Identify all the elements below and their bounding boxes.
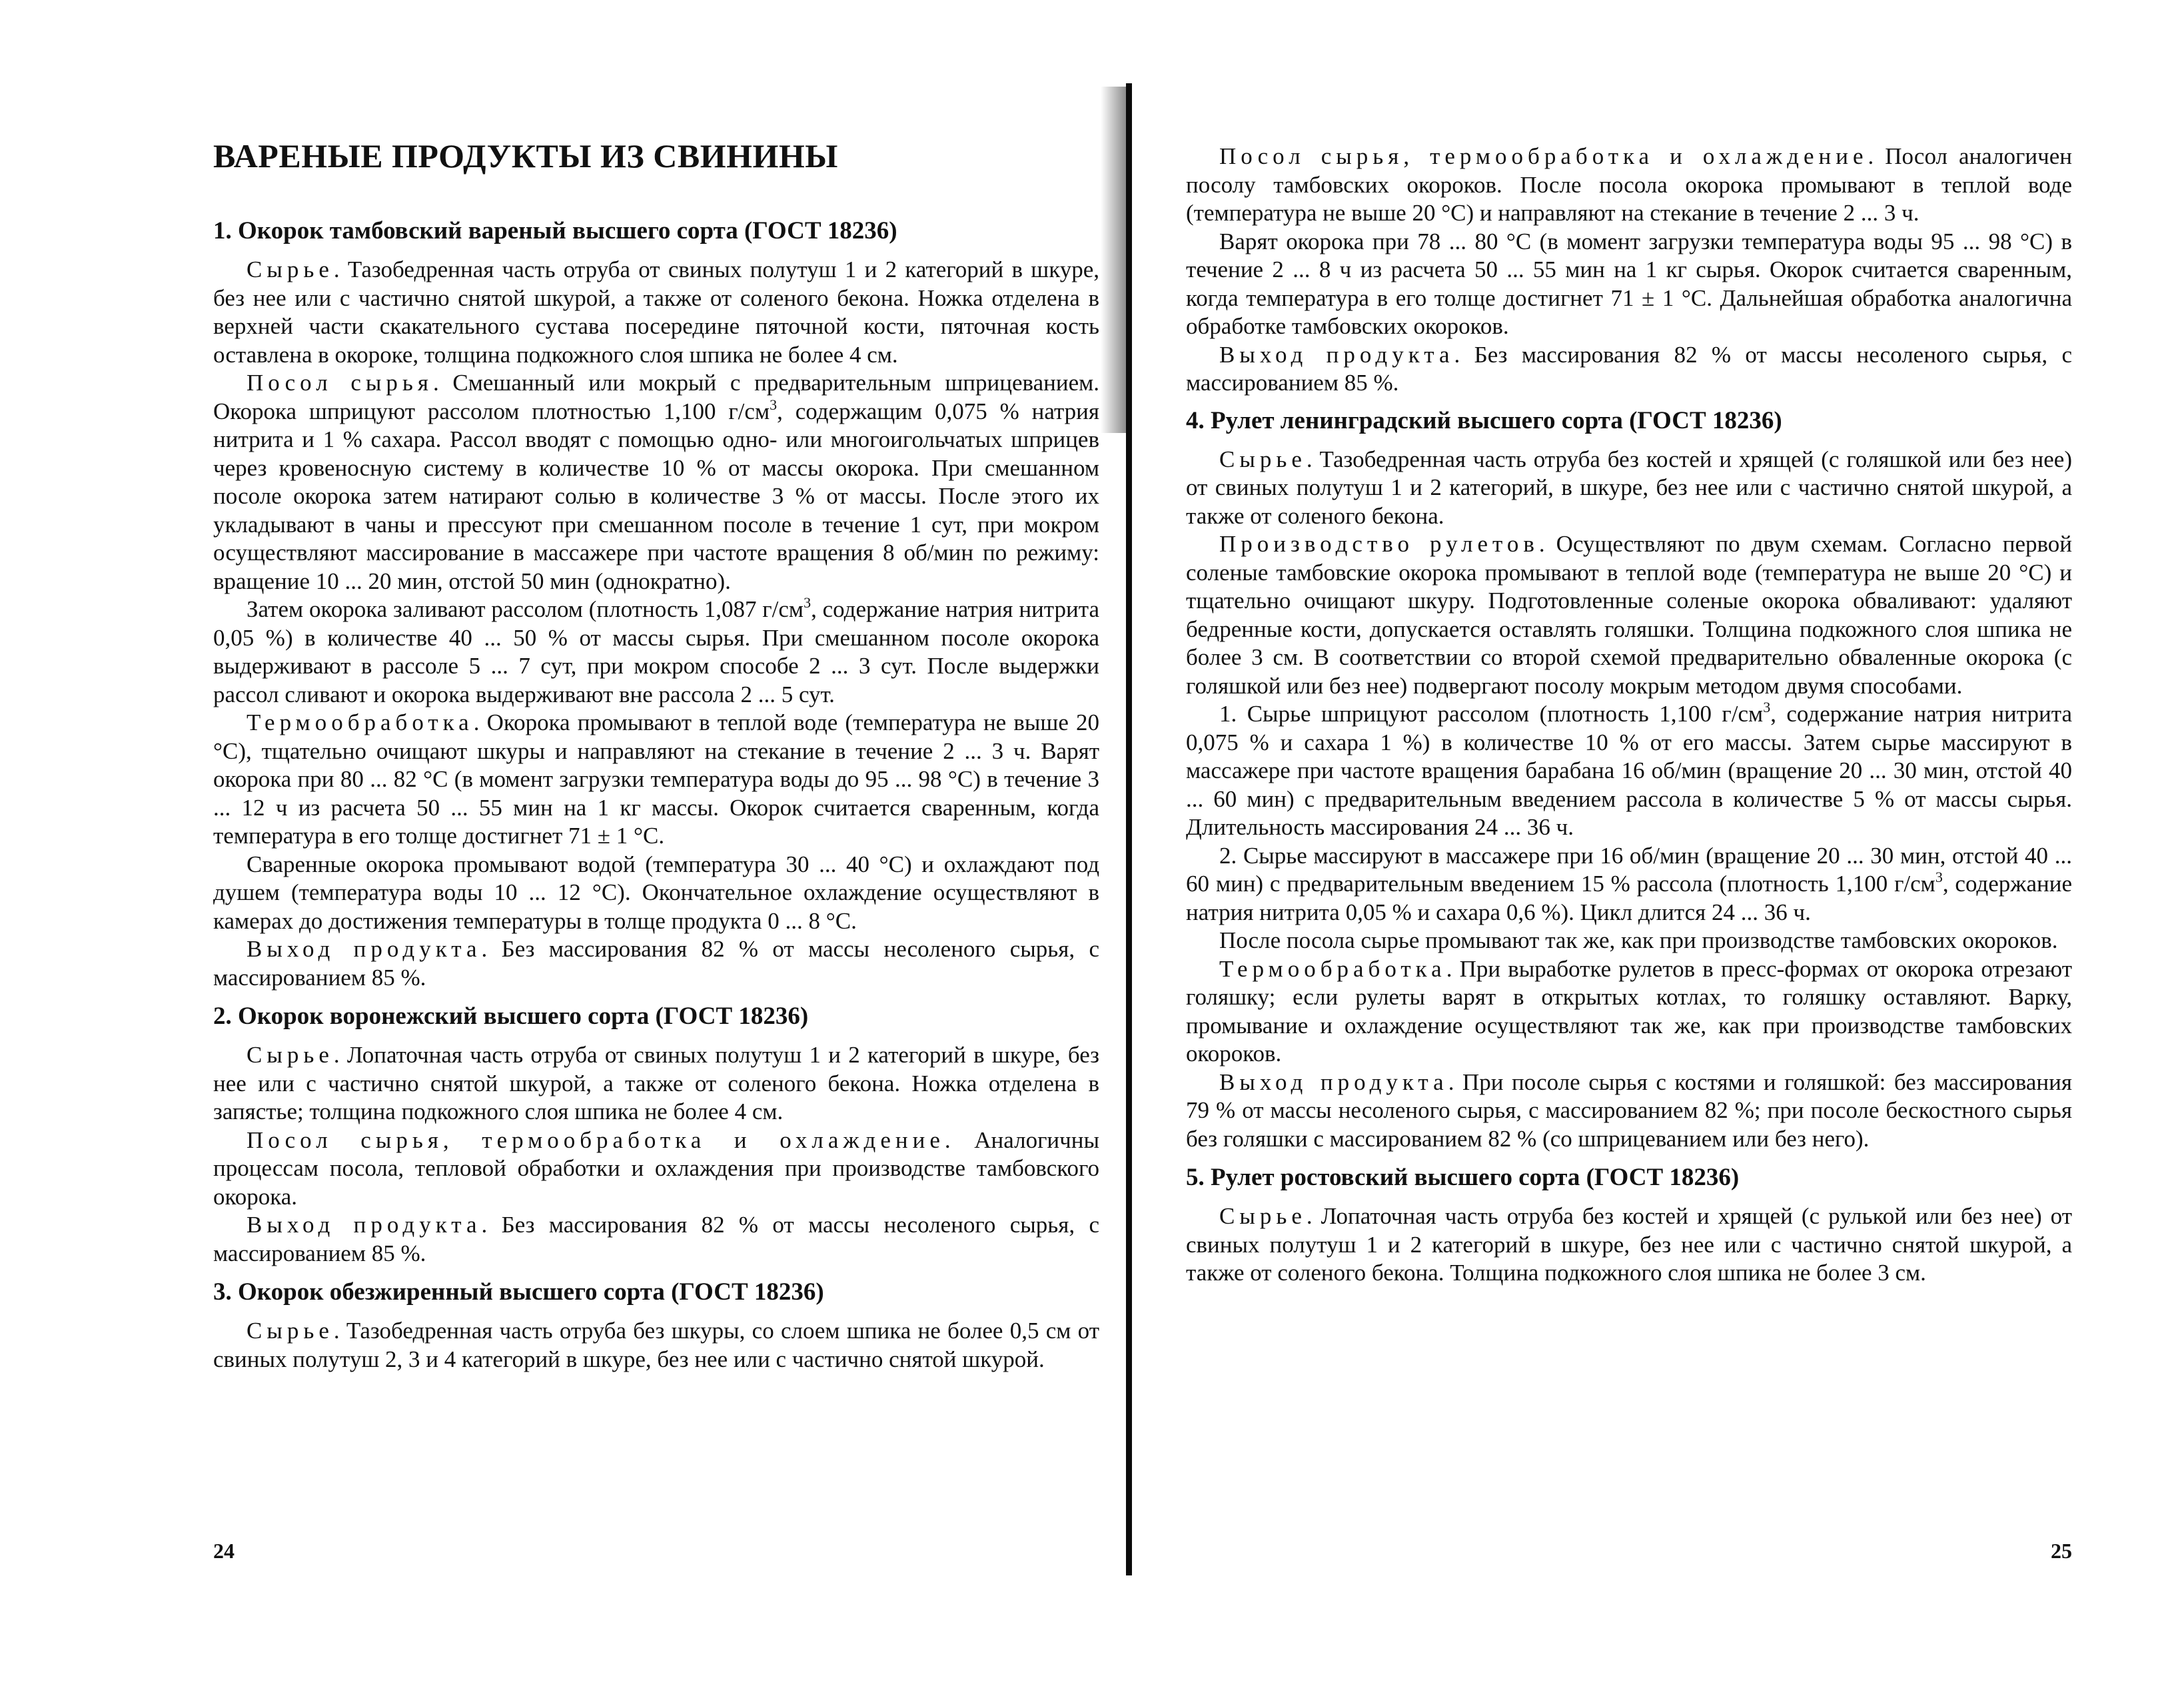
run-in-label: Сырье [1219, 1203, 1307, 1229]
page-number: 25 [2051, 1539, 2072, 1563]
section-heading-3: 3. Окорок обезжиренный высшего сорта (ГОСТ 18236) [213, 1278, 824, 1306]
paragraph: Производство рулетов. Осуществляют по двум схемам. Согласно первой соленые тамбовские окорока промывают в теплой воде (температура не выше 20 °С) и тщательно очищают шкуру. Подготовленные соленые окорока обваливают: удаляют бедренные кости, допускается оставлять голяшки. Толщина подкожного слоя шпика не более 3 см. В соответствии со второй схемой предварительно обваленные окорока (с голяшкой или без нее) подвергают посолу мокрым методом двумя способами. [1186, 531, 2072, 699]
page-title: ВАРЕНЫЕ ПРОДУКТЫ ИЗ СВИНИНЫ [213, 137, 838, 175]
run-in-label: Сырье [247, 256, 334, 282]
paragraph: Посол сырья, термообработка и охлаждение. Аналогичны процессам посола, тепловой обработки и охлаждения при производстве тамбовского окорока. [213, 1126, 1099, 1210]
paragraph: 1. Сырье шприцуют рассолом (плотность 1,100 $г/см^3$, содержание натрия нитрита 0,075 % и сахара 1 %) в количестве 10 % от его массы. Затем сырье массируют в массажере при частоте вращения барабана 16 об/мин (вращение 20 ... 30 мин, отстой 40 ... 60 мин) с предварительным введением рассола в количестве 5 % от массы сырья. Длительность массирования 24 ... 36 ч. [1186, 699, 2072, 840]
paragraph: Варят окорока при 78 ... 80 °С (в момент загрузки температура воды 95 ... 98 °С) в течение 2 ... 8 ч из расчета 50 ... 55 мин на 1 кг сырья. Окорок считается сваренным, когда температура в его толще достигнет 71 ± 1 °С. Дальнейшая обработка аналогична обработке тамбовских окороков. [1186, 228, 2072, 339]
paragraph: Выход продукта. При посоле сырья с костями и голяшкой: без массирования 79 % от массы несоленого сырья, с массированием 82 %; при посоле бескостного сырья без голяшки с массированием 82 % (со шприцеванием или без него). [1186, 1068, 2072, 1152]
run-in-label: Производство рулетов [1219, 531, 1539, 557]
paragraph: Термообработка. Окорока промывают в теплой воде (температура не выше 20 °С), тщательно очищают шкуры и направляют на стекание в течение 2 ... 3 ч. Варят окорока при 80 ... 82 °С (в момент загрузки температура воды до 95 ... 98 °С) в течение 3 ... 12 ч из расчета 50 ... 55 мин на 1 кг массы. Окорок считается сваренным, когда температура в его толще достигнет 71 ± 1 °С. [213, 709, 1099, 849]
paragraph: 2. Сырье массируют в массажере при 16 об/мин (вращение 20 ... 30 мин, отстой 40 ... 60 мин) с предварительным введением 15 % рассола (плотность 1,100 $г/см^3$, содержание натрия нитрита 0,05 % и сахара 0,6 %). Цикл длится 24 ... 36 ч. [1186, 842, 2072, 925]
run-in-label: Выход продукта [1219, 341, 1454, 368]
run-in-label: Термообработка [247, 709, 474, 735]
paragraph: Сырье. Тазобедренная часть отруба без шкуры, со слоем шпика не более 0,5 см от свиных полутуш 2, 3 и 4 категорий в шкуре, без нее или с частично снятой шкурой. [213, 1318, 1099, 1372]
section-heading-1: 1. Окорок тамбовский вареный высшего сорта (ГОСТ 18236) [213, 217, 897, 244]
run-in-label: Посол сырья, термообработка и охлаждение [1219, 143, 1868, 169]
run-in-label: Выход продукта [247, 936, 482, 962]
run-in-label: Сырье [247, 1042, 334, 1068]
paragraph: Сырье. Тазобедренная часть отруба без костей и хрящей (с голяшкой или без нее) от свиных полутуш 1 и 2 категорий, в шкуре, без нее или с частично снятой шкурой, а также от соленого бекона. [1186, 446, 2072, 529]
paragraph: Сваренные окорока промывают водой (температура 30 ... 40 °С) и охлаждают под душем (температура воды 10 ... 12 °С). Окончательное охлаждение осуществляют в камерах до достижения температуры в толще продукта 0 ... 8 °С. [213, 851, 1099, 934]
book-spine [1126, 83, 1132, 1575]
paragraph: Посол сырья, термообработка и охлаждение. Посол аналогичен посолу тамбовских окороков. После посола окорока промывают в теплой воде (температура не выше 20 °С) и направляют на стекание в течение 2 ... 3 ч. [1186, 143, 2072, 226]
paragraph: После посола сырье промывают так же, как при производстве тамбовских окороков. [1219, 927, 2058, 953]
spine-shadow [1101, 87, 1126, 433]
paragraph: Сырье. Тазобедренная часть отруба от свиных полутуш 1 и 2 категорий в шкуре, без нее или с частично снятой шкурой, а также от соленого бекона. Ножка отделена в верхней части скакательного сустава посередине пяточной кости, пяточная кость оставлена в окороке, толщина подкожного слоя шпика не более 4 см. [213, 256, 1099, 368]
paragraph: Сырье. Лопаточная часть отруба без костей и хрящей (с рулькой или без нее) от свиных полутуш 1 и 2 категорий в шкуре, без нее или с частично снятой шкурой, а также от соленого бекона. Толщина подкожного слоя шпика не более 3 см. [1186, 1203, 2072, 1286]
paragraph: Посол сырья. Смешанный или мокрый с предварительным шприцеванием. Окорока шприцуют рассолом плотностью 1,100 $г/см^3$, содержащим 0,075 % натрия нитрита и 1 % сахара. Рассол вводят с помощью одно- или многоигольчатых шприцев через кровеносную систему в количестве 10 % от массы окорока. При смешанном посоле окорока затем натирают солью в количестве 3 % от массы. После этого их укладывают в чаны и прессуют при смешанном посоле в течение 1 сут, при мокром осуществляют массирование в массажере при частоте вращения 8 об/мин по режиму: вращение 10 ... 20 мин, отстой 50 мин (однократно). [213, 370, 1099, 594]
run-in-label: Посол сырья, термообработка и охлаждение [247, 1126, 945, 1153]
paragraph: Выход продукта. Без массирования 82 % от массы несоленого сырья, с массированием 85 %. [213, 936, 1099, 991]
left-column [213, 212, 1099, 1374]
section-heading-4: 4. Рулет ленинградский высшего сорта (ГОСТ 18236) [1186, 406, 1782, 434]
right-column [1186, 143, 2072, 1288]
paragraph: Сырье. Лопаточная часть отруба от свиных полутуш 1 и 2 категорий в шкуре, без нее или с частично снятой шкурой, а также от соленого бекона. Ножка отделена в запястье; толщина подкожного слоя шпика не более 4 см. [213, 1042, 1099, 1124]
run-in-label: Сырье [1219, 446, 1307, 472]
paragraph: Затем окорока заливают рассолом (плотность 1,087 $г/см^3$, содержание натрия нитрита 0,05 %) в количестве 40 ... 50 % от массы сырья. При смешанном посоле окорока выдерживают в рассоле 5 ... 7 сут, при мокром способе 2 ... 3 сут. После выдержки рассол сливают и окорока выдерживают вне рассола 2 ... 5 сут. [213, 594, 1099, 707]
paragraph: Выход продукта. Без массирования 82 % от массы несоленого сырья, с массированием 85 %. [213, 1212, 1099, 1266]
section-heading-2: 2. Окорок воронежский высшего сорта (ГОСТ 18236) [213, 1003, 809, 1030]
paragraph: Выход продукта. Без массирования 82 % от массы несоленого сырья, с массированием 85 %. [1186, 341, 2072, 396]
run-in-label: Сырье [247, 1318, 334, 1344]
page-number: 24 [213, 1539, 235, 1563]
run-in-label: Посол сырья [247, 370, 433, 396]
paragraph: Термообработка. При выработке рулетов в пресс-формах от окорока отрезают голяшку; если рулеты варят в открытых котлах, то голяшку оставляют. Варку, промывание и охлаждение осуществляют так же, как при производстве тамбовских окороков. [1186, 955, 2072, 1067]
run-in-label: Термообработка [1219, 955, 1446, 982]
section-heading-5: 5. Рулет ростовский высшего сорта (ГОСТ 18236) [1186, 1164, 1740, 1191]
run-in-label: Выход продукта [247, 1212, 482, 1238]
run-in-label: Выход продукта [1219, 1068, 1448, 1095]
